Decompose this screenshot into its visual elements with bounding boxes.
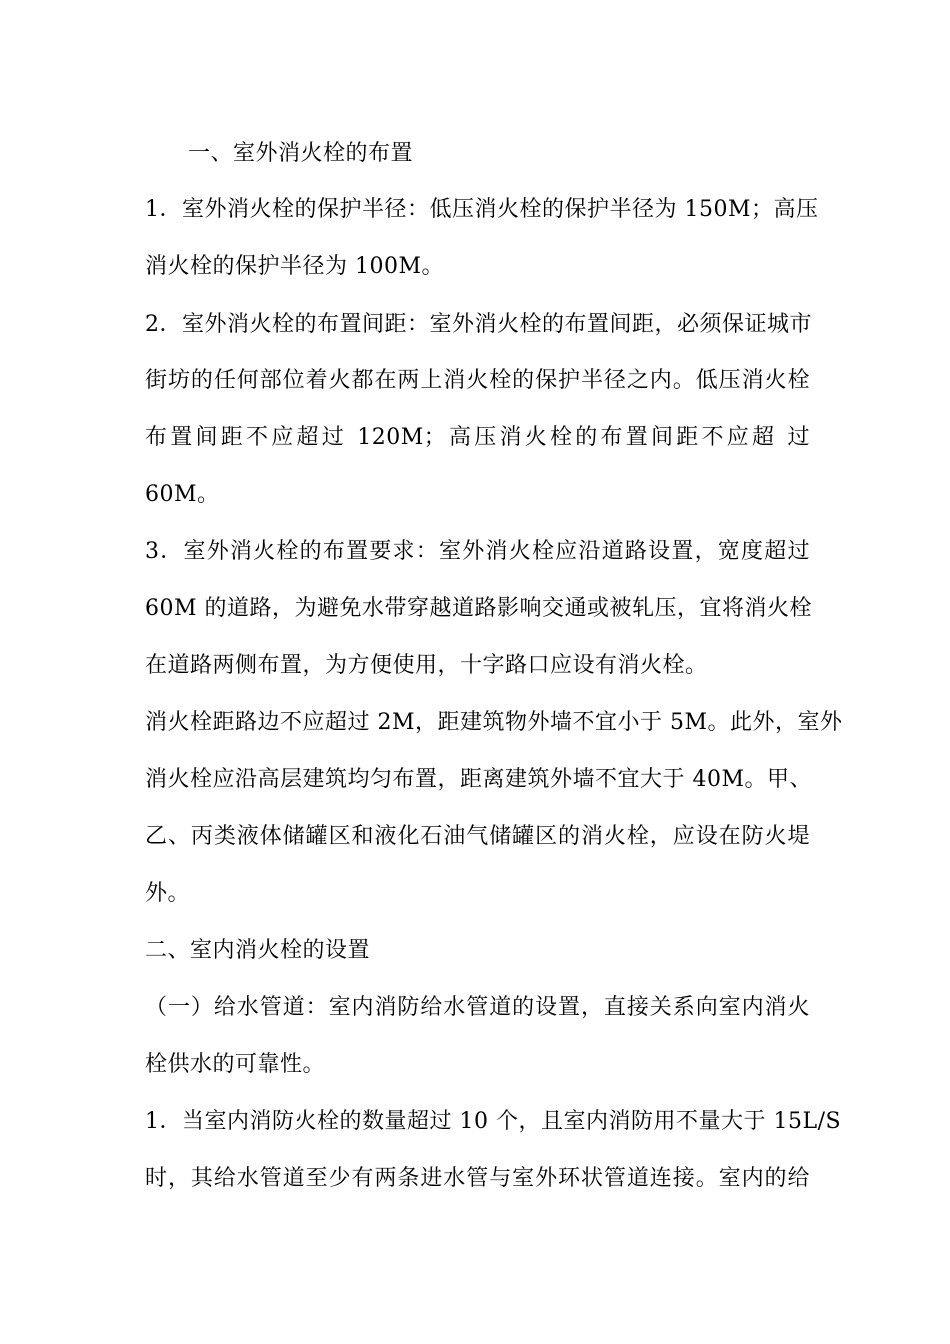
paragraph-line: 1．室外消火栓的保护半径：低压消火栓的保护半径为 150M；高压 — [145, 197, 819, 222]
paragraph-line: 外。 — [145, 881, 191, 906]
paragraph-line: 乙、丙类液体储罐区和液化石油气储罐区的消火栓，应设在防火堤 — [145, 824, 810, 849]
paragraph-line: 消火栓应沿高层建筑均匀布置，距离建筑外墙不宜大于 40M。甲、 — [145, 767, 813, 792]
section-heading-indoor-hydrant: 二、室内消火栓的设置 — [145, 938, 371, 963]
paragraph-line: 布置间距不应超过 120M；高压消火栓的布置间距不应超 过 — [145, 425, 810, 450]
paragraph-line: 2．室外消火栓的布置间距：室外消火栓的布置间距，必须保证城市 — [145, 312, 812, 337]
paragraph-line: 60M 的道路，为避免水带穿越道路影响交通或被轧压，宜将消火栓 — [145, 596, 813, 621]
paragraph-line: 街坊的任何部位着火都在两上消火栓的保护半径之内。低压消火栓 — [145, 368, 810, 393]
paragraph-line: 消火栓距路边不应超过 2M，距建筑物外墙不宜小于 5M。此外，室外 — [145, 710, 843, 735]
paragraph-line: 60M。 — [145, 482, 220, 507]
paragraph-line: 消火栓的保护半径为 100M。 — [145, 254, 445, 279]
paragraph-line: 时，其给水管道至少有两条进水管与室外环状管道连接。室内的给 — [145, 1166, 810, 1191]
section-heading-outdoor-hydrant: 一、室外消火栓的布置 — [188, 141, 414, 166]
paragraph-line: 栓供水的可靠性。 — [145, 1052, 326, 1077]
paragraph-line: 在道路两侧布置，为方便使用，十字路口应设有消火栓。 — [145, 653, 708, 678]
paragraph-line: 1．当室内消防火栓的数量超过 10 个，且室内消防用不量大于 15L/S — [145, 1109, 842, 1134]
paragraph-line: （一）给水管道：室内消防给水管道的设置，直接关系向室内消火 — [145, 995, 810, 1020]
paragraph-line: 3．室外消火栓的布置要求：室外消火栓应沿道路设置，宽度超过 — [145, 539, 810, 564]
